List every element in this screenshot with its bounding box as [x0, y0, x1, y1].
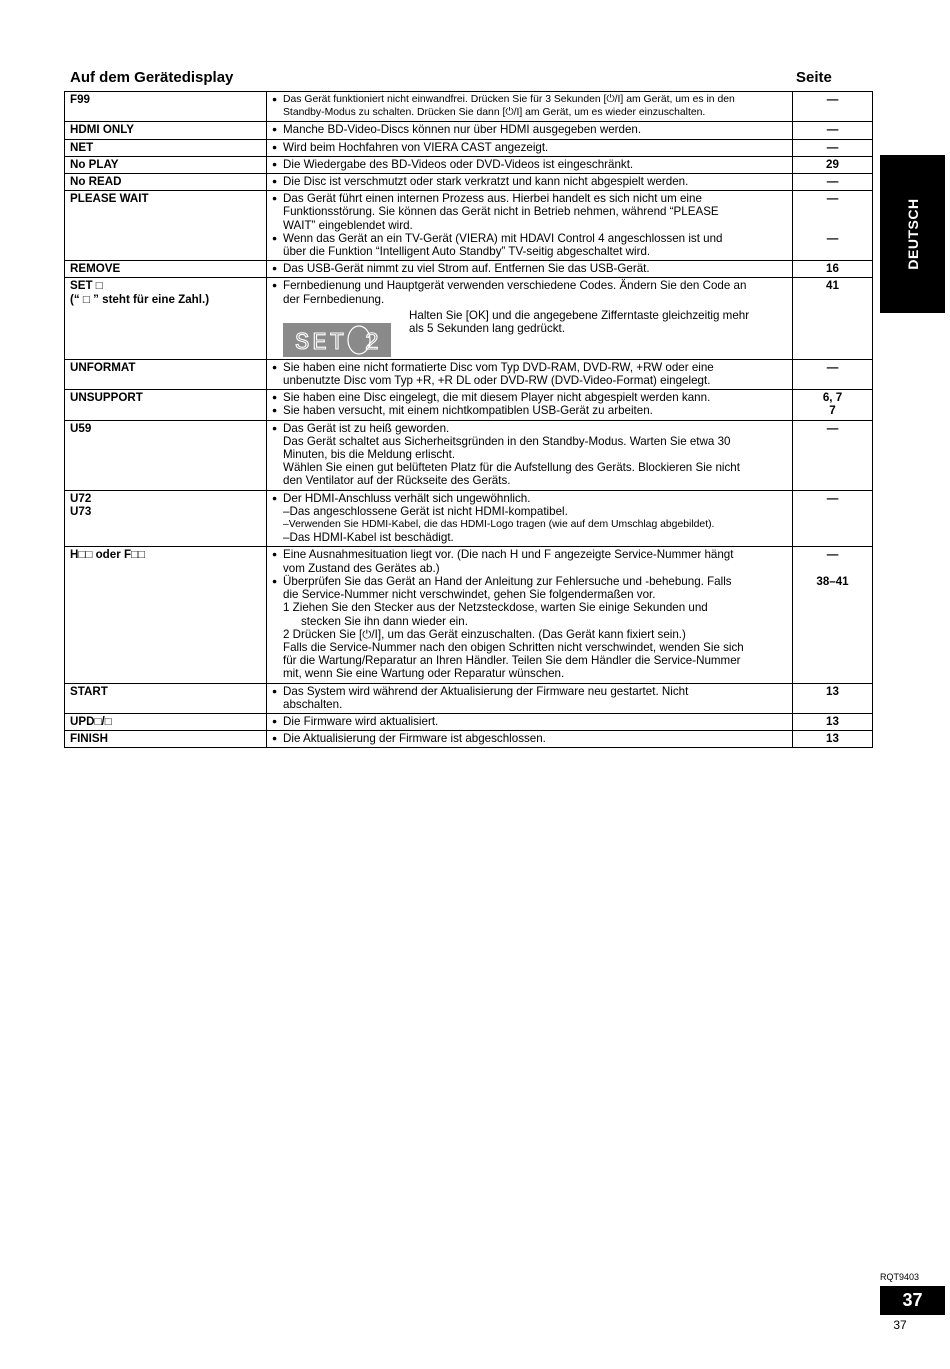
code-line: H□□ oder F□□ — [70, 548, 146, 562]
description-line: Funktionsstörung. Sie können das Gerät nicht in Betrieb nehmen, während “PLEASE — [283, 205, 719, 219]
description-line: mit, wenn Sie eine Wartung oder Reparatur wünschen. — [283, 667, 565, 681]
code-line: U73 — [70, 504, 92, 518]
page-reference — [793, 278, 873, 359]
message-code — [65, 122, 267, 139]
page-reference-line — [798, 245, 867, 258]
table-row — [65, 156, 873, 173]
description-line: ● Wird beim Hochfahren von VIERA CAST angezeigt. — [272, 141, 787, 154]
code-line: SET □ — [70, 279, 103, 293]
code-line: (“ □ ” steht für eine Zahl.) — [70, 292, 210, 306]
description-line: –Das angeschlossene Gerät ist nicht HDMI-kompatibel. — [283, 504, 568, 518]
page-reference-line: — — [826, 192, 839, 206]
table-row — [65, 92, 873, 122]
description-line: Minuten, bis die Meldung erlischt. — [283, 448, 456, 462]
page-reference-line: 41 — [826, 279, 839, 293]
description-line: –Verwenden Sie HDMI-Kabel, die das HDMI-Logo tragen (wie auf dem Umschlag abgebildet). — [283, 519, 715, 531]
description-line: –Das HDMI-Kabel ist beschädigt. — [283, 531, 454, 545]
page-reference-line: — — [826, 548, 839, 562]
description-line: stecken Sie ihn dann wieder ein. — [301, 614, 468, 628]
page-reference-line: 7 — [829, 404, 836, 418]
message-description — [267, 683, 793, 713]
code-line: F99 — [70, 93, 90, 106]
table-row — [65, 683, 873, 713]
description-line: ● Das Gerät führt einen internen Prozess aus. Hierbei handelt es sich nicht um eine — [272, 192, 787, 205]
section-title: Auf dem Gerätedisplay — [70, 69, 234, 86]
description-line: für die Wartung/Reparatur an Ihren Händler. Teilen Sie dem Händler die Service-Nummer — [283, 654, 741, 668]
message-code — [65, 278, 267, 359]
message-code — [65, 261, 267, 278]
page-reference — [793, 683, 873, 713]
page-reference — [793, 731, 873, 748]
message-description — [267, 278, 793, 359]
message-description — [267, 122, 793, 139]
page-reference-line: 13 — [826, 732, 839, 746]
description-line: ● Fernbedienung und Hauptgerät verwenden verschiedene Codes. Ändern Sie den Code an — [272, 279, 787, 292]
code-line: REMOVE — [70, 262, 121, 276]
table-row — [65, 390, 873, 420]
message-description — [267, 261, 793, 278]
code-line: UPD□/□ — [70, 714, 112, 728]
description-line: ● Das Gerät funktioniert nicht einwandfrei. Drücken Sie für 3 Sekunden [⏻/I] am Gerät, um es in den — [272, 93, 787, 106]
page-reference-line: 13 — [826, 684, 839, 698]
page-reference — [793, 390, 873, 420]
table-row — [65, 713, 873, 730]
page-reference — [793, 191, 873, 261]
code-line: UNFORMAT — [70, 360, 136, 374]
message-description — [267, 713, 793, 730]
page-reference-line: 16 — [826, 262, 839, 276]
page-reference — [793, 261, 873, 278]
page-reference-line: — — [826, 175, 839, 189]
table-row — [65, 174, 873, 191]
message-code — [65, 139, 267, 156]
description-line: ● Die Firmware wird aktualisiert. — [272, 715, 787, 728]
message-code — [65, 683, 267, 713]
table-row — [65, 359, 873, 389]
document-code: RQT9403 — [880, 1272, 920, 1282]
message-description — [267, 359, 793, 389]
page-reference-line: 29 — [826, 157, 839, 171]
table-row — [65, 420, 873, 490]
page-reference — [793, 122, 873, 139]
description-line: ● Der HDMI-Anschluss verhält sich ungewöhnlich. — [272, 492, 787, 505]
page-reference-line: 13 — [826, 714, 839, 728]
description-line: ● Manche BD-Video-Discs können nur über HDMI ausgegeben werden. — [272, 123, 787, 136]
message-description — [267, 139, 793, 156]
description-line: unbenutzte Disc vom Typ +R, +R DL oder DVD-RW (DVD-Video-Format) eingelegt. — [283, 374, 711, 388]
code-line: No READ — [70, 175, 122, 189]
table-row — [65, 490, 873, 547]
code-line: START — [70, 684, 108, 698]
message-description — [267, 420, 793, 490]
description-line: den Ventilator auf der Rückseite des Geräts. — [283, 474, 511, 488]
description-line: ● Das USB-Gerät nimmt zu viel Strom auf. Entfernen Sie das USB-Gerät. — [272, 262, 787, 275]
message-code — [65, 191, 267, 261]
page-number-box: 37 — [880, 1286, 945, 1315]
table-row — [65, 122, 873, 139]
description-line: abschalten. — [283, 697, 343, 711]
description-line: Standby-Modus zu schalten. Drücken Sie dann [⏻/I] am Gerät, um es wieder einzuschalten. — [283, 107, 706, 119]
message-description — [267, 490, 793, 547]
message-description — [267, 174, 793, 191]
description-line: Falls die Service-Nummer nach den obigen Schritten nicht verschwindet, wenden Sie sich — [283, 640, 744, 654]
page-reference-line — [798, 562, 867, 575]
page-reference — [793, 156, 873, 173]
code-line: FINISH — [70, 732, 109, 746]
page-number: 37 — [893, 1318, 907, 1332]
page-reference-line: 6, 7 — [822, 391, 843, 405]
page-reference — [793, 420, 873, 490]
page-reference-line: — — [826, 93, 839, 106]
code-line: U72 — [70, 491, 92, 505]
page-reference — [793, 174, 873, 191]
description-line: ● Wenn das Gerät an ein TV-Gerät (VIERA) mit HDAVI Control 4 angeschlossen ist und — [272, 232, 787, 245]
code-line: NET — [70, 140, 94, 154]
page-reference-line: — — [826, 231, 839, 245]
language-tab — [880, 155, 945, 313]
page-reference — [793, 92, 873, 122]
message-description — [267, 156, 793, 173]
table-row — [65, 191, 873, 261]
message-code — [65, 420, 267, 490]
language-tab-label: DEUTSCH — [904, 198, 921, 270]
message-description — [267, 390, 793, 420]
message-description — [267, 191, 793, 261]
message-code — [65, 359, 267, 389]
page-reference-line: — — [826, 123, 839, 137]
page-reference-line — [798, 205, 867, 218]
code-line: UNSUPPORT — [70, 391, 143, 405]
description-line: ● Eine Ausnahmesituation liegt vor. (Die nach H und F angezeigte Service-Nummer hängt — [272, 548, 787, 561]
code-line: HDMI ONLY — [70, 123, 134, 137]
page-reference — [793, 547, 873, 683]
message-description — [267, 92, 793, 122]
page-reference-line: — — [826, 140, 839, 154]
set-display-example — [283, 309, 787, 357]
table-row — [65, 139, 873, 156]
page-reference — [793, 359, 873, 389]
description-line: ● Überprüfen Sie das Gerät an Hand der Anleitung zur Fehlersuche und -behebung. Falls — [272, 575, 787, 588]
description-line: ● Sie haben versucht, mit einem nichtkompatiblen USB-Gerät zu arbeiten. — [272, 404, 787, 417]
description-line: ● Die Wiedergabe des BD-Videos oder DVD-Videos ist eingeschränkt. — [272, 158, 787, 171]
description-line: ● Das Gerät ist zu heiß geworden. — [272, 422, 787, 435]
message-code — [65, 174, 267, 191]
page-reference-line: — — [826, 491, 839, 505]
message-description — [267, 731, 793, 748]
message-code — [65, 547, 267, 683]
message-code — [65, 92, 267, 122]
message-code — [65, 713, 267, 730]
message-description — [267, 547, 793, 683]
page-reference-line: 38–41 — [816, 574, 849, 588]
description-line: ● Die Aktualisierung der Firmware ist abgeschlossen. — [272, 732, 787, 745]
page-reference-line: — — [826, 360, 839, 374]
page-reference-line: — — [826, 421, 839, 435]
description-line: 1 Ziehen Sie den Stecker aus der Netzsteckdose, warten Sie einige Sekunden und — [283, 601, 708, 615]
description-line: ● Das System wird während der Aktualisierung der Firmware neu gestartet. Nicht — [272, 685, 787, 698]
message-code — [65, 490, 267, 547]
description-line: über die Funktion “Intelligent Auto Standby” TV-seitig abgeschaltet wird. — [283, 245, 651, 259]
table-row — [65, 547, 873, 683]
page-reference — [793, 139, 873, 156]
description-line: ● Sie haben eine nicht formatierte Disc vom Typ DVD-RAM, DVD-RW, +RW oder eine — [272, 361, 787, 374]
set-instruction-line: als 5 Sekunden lang gedrückt. — [409, 322, 565, 336]
code-line: No PLAY — [70, 157, 119, 171]
table-row — [65, 278, 873, 359]
message-code — [65, 156, 267, 173]
message-code — [65, 390, 267, 420]
page-column-header: Seite — [796, 69, 832, 86]
page-reference — [793, 713, 873, 730]
message-code — [65, 731, 267, 748]
lcd-display-image — [283, 323, 391, 357]
error-table — [64, 91, 873, 748]
set-instruction — [409, 309, 749, 335]
description-line: 2 Drücken Sie [⏻/I], um das Gerät einzuschalten. (Das Gerät kann fixiert sein.) — [283, 627, 686, 641]
code-line: PLEASE WAIT — [70, 192, 149, 206]
description-line: Das Gerät schaltet aus Sicherheitsgründen in den Standby-Modus. Warten Sie etwa 30 — [283, 434, 731, 448]
table-row — [65, 731, 873, 748]
description-line: WAIT” eingeblendet wird. — [283, 218, 413, 232]
description-line: ● Die Disc ist verschmutzt oder stark verkratzt und kann nicht abgespielt werden. — [272, 175, 787, 188]
description-line: der Fernbedienung. — [283, 292, 385, 306]
description-line: die Service-Nummer nicht verschwindet, gehen Sie folgendermaßen vor. — [283, 588, 656, 602]
page-reference — [793, 490, 873, 547]
set-instruction-line: Halten Sie [OK] und die angegebene Zifferntaste gleichzeitig mehr — [409, 308, 750, 322]
description-line: Wählen Sie einen gut belüfteten Platz für die Aufstellung des Geräts. Blockieren Sie nicht — [283, 461, 740, 475]
description-line: vom Zustand des Gerätes ab.) — [283, 561, 440, 575]
page-reference-line — [798, 219, 867, 232]
code-line: U59 — [70, 421, 92, 435]
svg-text:SET 2: SET 2 — [295, 329, 383, 355]
table-row — [65, 261, 873, 278]
description-line: ● Sie haben eine Disc eingelegt, die mit diesem Player nicht abgespielt werden kann. — [272, 391, 787, 404]
